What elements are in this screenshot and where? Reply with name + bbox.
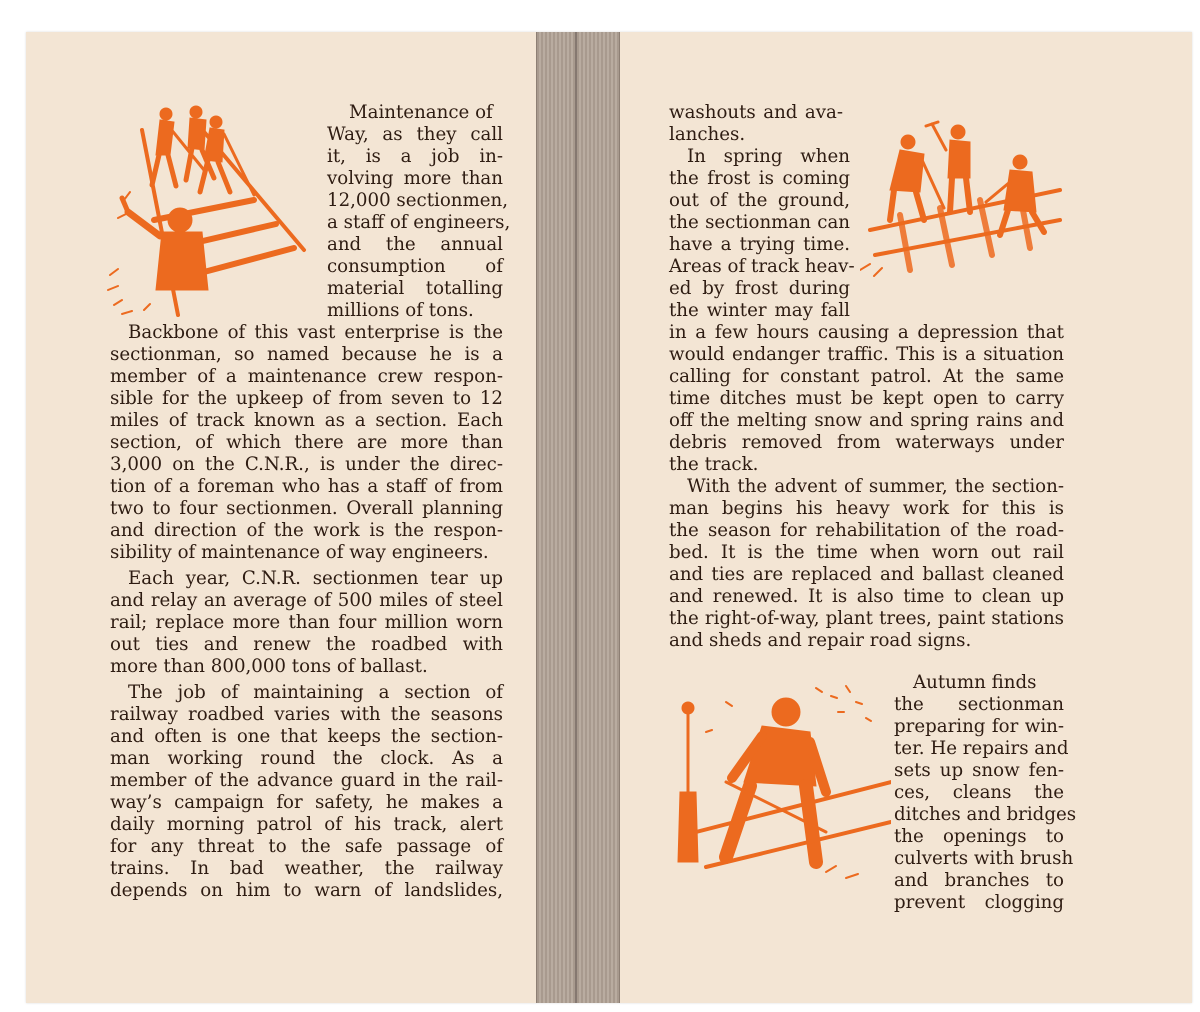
text-line: volving more than [327,168,503,189]
text-line: two to four sectionmen. Overall planning [110,498,503,519]
text-line: have a trying time. [669,234,850,255]
text-line: daily morning patrol of his track, alert [110,814,503,835]
text-line: would endanger traffic. This is a situation [669,344,1064,365]
text-line: Autumn finds [913,672,1037,693]
text-line: material totalling [327,278,503,299]
text-line: section, of which there are more than [110,432,503,453]
text-line: and ties are replaced and ballast cleaned [669,564,1064,585]
text-line: out ties and renew the roadbed with [110,634,503,655]
text-line: in a few hours causing a depression that [669,322,1064,343]
text-line: miles of track known as a section. Each [110,410,503,431]
text-line: ces, cleans the [894,782,1064,803]
text-line: member of a maintenance crew respon- [110,366,503,387]
text-line: Maintenance of [349,102,493,123]
text-line: bed. It is the time when worn out rail [669,542,1064,563]
text-line: the sectionman can [669,212,850,233]
text-line: 12,000 sectionmen, [327,190,508,211]
text-line: In spring when [687,146,850,167]
text-line: washouts and ava- [669,102,843,123]
text-line: and direction of the work is the respon- [110,520,503,541]
text-line: it, is a job in- [327,146,503,167]
text-line: and the annual [327,234,503,255]
text-line: and often is one that keeps the section- [110,726,503,747]
sectionman-autumn-work-illustration [666,682,891,882]
text-line: the sectionman [894,694,1064,715]
text-line: for any threat to the safe passage of [110,836,503,857]
text-line: calling for constant patrol. At the same [669,366,1064,387]
text-line: millions of tons. [327,300,474,321]
text-line: With the advent of summer, the section- [687,476,1064,497]
text-line: the season for rehabilitation of the road- [669,520,1064,541]
text-line: ed by frost during [669,278,850,299]
text-line: and branches to [894,870,1064,891]
text-line: sectionman, so named because he is a [110,344,503,365]
text-line: Way, as they call [327,124,503,145]
text-line: the right-of-way, plant trees, paint stations [669,608,1064,629]
text-line: ditches and bridges [894,804,1077,825]
text-line: 3,000 on the C.N.R., is under the direc- [110,454,503,475]
text-line: the track. [669,454,759,475]
text-line: way’s campaign for safety, he makes a [110,792,503,813]
text-line: trains. In bad weather, the railway [110,858,503,879]
text-line: member of the advance guard in the rail- [110,770,503,791]
text-line: consumption of [327,256,503,277]
text-line: preparing for win- [894,716,1064,737]
text-line: debris removed from waterways under [669,432,1064,453]
text-line: railway roadbed varies with the seasons [110,704,503,725]
text-line: the frost is coming [669,168,850,189]
text-line: out of the ground, [669,190,850,211]
text-line: Each year, C.N.R. sectionmen tear up [128,568,503,589]
text-line: and relay an average of 500 miles of steel [110,590,503,611]
text-line: and renewed. It is also time to clean up [669,586,1064,607]
text-line: depends on him to warn of landslides, [110,880,503,901]
text-line: lanches. [669,124,746,145]
center-fold [575,32,577,1003]
text-line: The job of maintaining a section of [128,682,503,703]
booklet-spine [536,32,620,1003]
text-line: ter. He repairs and [894,738,1069,759]
text-line: the winter may fall [669,300,850,321]
text-line: a staff of engineers, [327,212,511,233]
text-line: tion of a foreman who has a staff of from [110,476,503,497]
text-line: man begins his heavy work for this is [669,498,1064,519]
sectionmen-spring-repair-illustration [860,120,1065,280]
text-line: prevent clogging [894,892,1064,913]
text-line: more than 800,000 tons of ballast. [110,656,428,677]
text-line: Areas of track heav- [669,256,855,277]
text-line: man working round the clock. As a [110,748,503,769]
sectionmen-laying-track-illustration [104,100,314,320]
text-line: sible for the upkeep of from seven to 12 [110,388,503,409]
text-line: rail; replace more than four million worn [110,612,503,633]
text-line: the openings to [894,826,1064,847]
text-line: time ditches must be kept open to carry [669,388,1064,409]
text-line: sibility of maintenance of way engineers. [110,542,489,563]
text-line: and sheds and repair road signs. [669,630,972,651]
text-line: culverts with brush [894,848,1074,869]
text-line: sets up snow fen- [894,760,1064,781]
text-line: Backbone of this vast enterprise is the [128,322,503,343]
text-line: off the melting snow and spring rains and [669,410,1064,431]
